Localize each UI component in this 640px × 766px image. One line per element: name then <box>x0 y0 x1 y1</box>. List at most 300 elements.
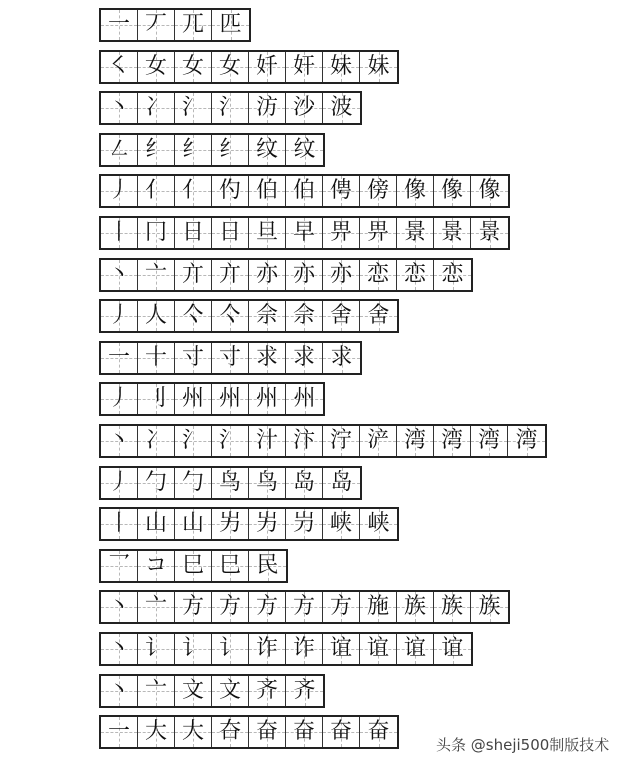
stroke-glyph: 氵 <box>181 428 204 453</box>
grid-cell <box>323 468 360 498</box>
grid-cell <box>175 634 212 664</box>
stroke-glyph: 峡 <box>367 511 390 536</box>
stroke-glyph: 巳 <box>181 553 204 578</box>
grid-cell <box>212 260 249 290</box>
grid-cell <box>249 301 286 331</box>
stroke-row <box>99 674 325 708</box>
grid-cell <box>101 176 138 206</box>
grid-cell <box>323 218 360 248</box>
grid-cell <box>101 551 138 581</box>
grid-cell <box>434 634 471 664</box>
stroke-glyph: 佘 <box>255 303 278 328</box>
grid-cell <box>397 176 434 206</box>
stroke-glyph: 亦 <box>292 262 315 287</box>
grid-cell <box>286 218 323 248</box>
grid-cell <box>212 384 249 414</box>
grid-cell <box>101 260 138 290</box>
stroke-glyph: 族 <box>403 594 426 619</box>
grid-cell <box>360 634 397 664</box>
grid-cell <box>360 52 397 82</box>
grid-cell <box>360 717 397 747</box>
grid-cell <box>138 384 175 414</box>
grid-cell <box>323 176 360 206</box>
stroke-glyph: 亦 <box>255 262 278 287</box>
grid-cell <box>138 634 175 664</box>
grid-cell <box>286 509 323 539</box>
stroke-glyph: 齐 <box>255 678 278 703</box>
stroke-glyph: 谊 <box>441 636 464 661</box>
stroke-glyph: 女 <box>181 54 204 79</box>
grid-cell <box>323 93 360 123</box>
grid-cell <box>101 384 138 414</box>
stroke-glyph: 亠 <box>144 262 167 287</box>
grid-cell <box>101 135 138 165</box>
grid-cell <box>434 218 471 248</box>
grid-cell <box>286 717 323 747</box>
grid-cell <box>101 218 138 248</box>
stroke-row <box>99 299 399 333</box>
stroke-glyph: 湾 <box>477 428 500 453</box>
grid-cell <box>508 426 545 456</box>
stroke-glyph: 奋 <box>255 719 278 744</box>
stroke-glyph: 纹 <box>293 137 316 162</box>
stroke-glyph: 亠 <box>144 594 167 619</box>
grid-cell <box>360 426 397 456</box>
grid-cell <box>323 592 360 622</box>
grid-cell <box>138 343 175 373</box>
grid-cell <box>175 301 212 331</box>
stroke-glyph: 丶 <box>107 95 130 120</box>
grid-cell <box>138 676 175 706</box>
grid-cell <box>212 301 249 331</box>
grid-cell <box>212 717 249 747</box>
grid-cell <box>212 592 249 622</box>
stroke-glyph: 纟 <box>218 137 241 162</box>
grid-cell <box>101 93 138 123</box>
stroke-glyph: 方 <box>329 594 352 619</box>
grid-cell <box>101 717 138 747</box>
stroke-glyph: 文 <box>218 678 241 703</box>
stroke-row <box>99 590 510 624</box>
grid-cell <box>249 218 286 248</box>
stroke-glyph: 文 <box>181 678 204 703</box>
grid-cell <box>212 135 249 165</box>
stroke-glyph: 傍 <box>366 178 389 203</box>
grid-cell <box>175 509 212 539</box>
stroke-glyph: 亣 <box>218 262 241 287</box>
stroke-glyph: 刂 <box>144 386 167 411</box>
grid-cell <box>212 93 249 123</box>
stroke-row <box>99 382 325 416</box>
grid-cell <box>323 260 360 290</box>
stroke-glyph: 恋 <box>441 262 464 287</box>
stroke-glyph: 丶 <box>107 428 130 453</box>
stroke-glyph: 匹 <box>219 12 242 37</box>
stroke-glyph: 像 <box>403 178 426 203</box>
stroke-glyph: 冂 <box>144 220 167 245</box>
grid-cell <box>138 301 175 331</box>
stroke-glyph: 丿 <box>107 303 130 328</box>
stroke-glyph: 齐 <box>293 678 316 703</box>
stroke-glyph: 亣 <box>181 262 204 287</box>
grid-cell <box>434 426 471 456</box>
grid-cell <box>323 509 360 539</box>
grid-cell <box>249 176 286 206</box>
grid-cell <box>175 468 212 498</box>
stroke-glyph: 巳 <box>218 553 241 578</box>
stroke-glyph: 亽 <box>218 303 241 328</box>
stroke-glyph: 讠 <box>218 636 241 661</box>
stroke-row <box>99 216 510 250</box>
grid-cell <box>175 426 212 456</box>
grid-cell <box>434 592 471 622</box>
grid-cell <box>286 592 323 622</box>
grid-cell <box>249 260 286 290</box>
grid-cell <box>138 93 175 123</box>
stroke-glyph: 方 <box>181 594 204 619</box>
stroke-glyph: 州 <box>255 386 278 411</box>
grid-cell <box>249 634 286 664</box>
grid-cell <box>101 52 138 82</box>
grid-cell <box>101 301 138 331</box>
grid-cell <box>175 343 212 373</box>
stroke-glyph: 寸 <box>181 345 204 370</box>
stroke-glyph: 畀 <box>366 220 389 245</box>
stroke-glyph: 景 <box>478 220 501 245</box>
stroke-row <box>99 549 288 583</box>
stroke-glyph: 屴 <box>218 511 241 536</box>
stroke-glyph: 求 <box>292 345 315 370</box>
grid-cell <box>175 52 212 82</box>
stroke-glyph: 汴 <box>292 428 315 453</box>
grid-cell <box>249 717 286 747</box>
stroke-glyph: 丿 <box>107 386 130 411</box>
stroke-glyph: 勹 <box>181 470 204 495</box>
grid-cell <box>175 551 212 581</box>
grid-cell <box>175 218 212 248</box>
stroke-glyph: 亻 <box>144 178 167 203</box>
stroke-glyph: 俜 <box>329 178 352 203</box>
stroke-row <box>99 715 399 749</box>
grid-cell <box>434 176 471 206</box>
grid-cell <box>138 52 175 82</box>
grid-cell <box>323 301 360 331</box>
stroke-glyph: 日 <box>181 220 204 245</box>
grid-cell <box>212 10 249 40</box>
grid-cell <box>212 676 249 706</box>
stroke-glyph: 纟 <box>181 137 204 162</box>
stroke-glyph: 泞 <box>329 428 352 453</box>
stroke-glyph: 冫 <box>144 428 167 453</box>
grid-cell <box>175 176 212 206</box>
grid-cell <box>397 218 434 248</box>
stroke-glyph: 大 <box>144 719 167 744</box>
grid-cell <box>101 10 138 40</box>
grid-cell <box>101 634 138 664</box>
grid-cell <box>101 343 138 373</box>
grid-cell <box>138 551 175 581</box>
grid-cell <box>397 634 434 664</box>
stroke-glyph: 丨 <box>107 511 130 536</box>
grid-cell <box>286 676 323 706</box>
stroke-glyph: 恋 <box>403 262 426 287</box>
stroke-glyph: 丿 <box>107 178 130 203</box>
stroke-glyph: 方 <box>218 594 241 619</box>
grid-cell <box>101 676 138 706</box>
grid-cell <box>286 176 323 206</box>
grid-cell <box>286 384 323 414</box>
stroke-row <box>99 50 399 84</box>
grid-cell <box>138 135 175 165</box>
stroke-glyph: 伯 <box>292 178 315 203</box>
stroke-glyph: 像 <box>440 178 463 203</box>
stroke-glyph: 丿 <box>107 470 130 495</box>
grid-cell <box>323 52 360 82</box>
stroke-glyph: 氵 <box>181 95 204 120</box>
grid-cell <box>212 426 249 456</box>
stroke-glyph: 一 <box>107 719 130 744</box>
stroke-glyph: 州 <box>181 386 204 411</box>
stroke-glyph: 奋 <box>329 719 352 744</box>
grid-cell <box>249 135 286 165</box>
stroke-glyph: 诈 <box>292 636 315 661</box>
grid-cell <box>471 592 508 622</box>
grid-cell <box>138 176 175 206</box>
stroke-glyph: 山 <box>144 511 167 536</box>
grid-cell <box>249 468 286 498</box>
grid-cell <box>471 426 508 456</box>
stroke-row <box>99 133 325 167</box>
grid-cell <box>175 10 212 40</box>
stroke-glyph: 大 <box>181 719 204 744</box>
grid-cell <box>286 343 323 373</box>
stroke-row <box>99 424 547 458</box>
stroke-glyph: 景 <box>403 220 426 245</box>
grid-cell <box>323 634 360 664</box>
stroke-glyph: 浐 <box>366 428 389 453</box>
stroke-glyph: 汁 <box>255 428 278 453</box>
grid-cell <box>138 468 175 498</box>
stroke-glyph: 氵 <box>218 428 241 453</box>
grid-cell <box>175 592 212 622</box>
stroke-glyph: 方 <box>292 594 315 619</box>
stroke-glyph: 沙 <box>292 95 315 120</box>
stroke-row <box>99 341 362 375</box>
stroke-glyph: 波 <box>330 95 353 120</box>
stroke-row <box>99 174 510 208</box>
stroke-glyph: 女 <box>218 54 241 79</box>
stroke-glyph: 冫 <box>144 95 167 120</box>
grid-cell <box>397 260 434 290</box>
grid-cell <box>138 260 175 290</box>
stroke-glyph: 勹 <box>144 470 167 495</box>
stroke-glyph: 旦 <box>255 220 278 245</box>
grid-cell <box>212 551 249 581</box>
stroke-glyph: 恋 <box>366 262 389 287</box>
stroke-glyph: 畀 <box>329 220 352 245</box>
grid-cell <box>175 135 212 165</box>
grid-cell <box>397 592 434 622</box>
stroke-glyph: 仢 <box>218 178 241 203</box>
grid-cell <box>286 301 323 331</box>
stroke-glyph: 寸 <box>218 345 241 370</box>
stroke-glyph: 讠 <box>144 636 167 661</box>
stroke-row <box>99 632 473 666</box>
grid-cell <box>175 676 212 706</box>
stroke-glyph: 方 <box>255 594 278 619</box>
grid-cell <box>249 509 286 539</box>
stroke-glyph: 湾 <box>403 428 426 453</box>
grid-cell <box>286 93 323 123</box>
stroke-glyph: 亽 <box>181 303 204 328</box>
stroke-glyph: 族 <box>440 594 463 619</box>
grid-cell <box>212 343 249 373</box>
stroke-glyph: 奸 <box>292 54 315 79</box>
stroke-glyph: 氵 <box>218 95 241 120</box>
stroke-glyph: 岛 <box>330 470 353 495</box>
stroke-glyph: 亻 <box>181 178 204 203</box>
grid-cell <box>360 176 397 206</box>
stroke-glyph: 亦 <box>329 262 352 287</box>
stroke-glyph: 舍 <box>367 303 390 328</box>
stroke-glyph: 纟 <box>144 137 167 162</box>
grid-cell <box>323 343 360 373</box>
stroke-glyph: 湾 <box>515 428 538 453</box>
stroke-glyph: 丶 <box>107 594 130 619</box>
grid-cell <box>471 176 508 206</box>
stroke-glyph: 州 <box>218 386 241 411</box>
stroke-row <box>99 507 399 541</box>
stroke-glyph: 民 <box>256 553 279 578</box>
grid-cell <box>286 52 323 82</box>
grid-cell <box>175 384 212 414</box>
stroke-glyph: 奷 <box>255 54 278 79</box>
stroke-glyph: 景 <box>440 220 463 245</box>
grid-cell <box>249 426 286 456</box>
stroke-glyph: 峡 <box>329 511 352 536</box>
grid-cell <box>249 52 286 82</box>
stroke-glyph: 族 <box>478 594 501 619</box>
watermark-text: 头条 @sheji500制版技术 <box>436 736 610 754</box>
grid-cell <box>286 426 323 456</box>
stroke-glyph: 丶 <box>107 678 130 703</box>
grid-cell <box>286 634 323 664</box>
stroke-glyph: 屴 <box>255 511 278 536</box>
stroke-glyph: 谊 <box>366 636 389 661</box>
grid-cell <box>249 343 286 373</box>
grid-cell <box>212 176 249 206</box>
grid-cell <box>138 426 175 456</box>
stroke-glyph: 纹 <box>255 137 278 162</box>
stroke-glyph: 丨 <box>107 220 130 245</box>
stroke-glyph: 谊 <box>329 636 352 661</box>
grid-cell <box>249 384 286 414</box>
stroke-glyph: 兀 <box>181 12 204 37</box>
stroke-glyph: 诈 <box>255 636 278 661</box>
grid-cell <box>212 52 249 82</box>
stroke-row <box>99 91 362 125</box>
stroke-glyph: 湾 <box>440 428 463 453</box>
grid-cell <box>286 135 323 165</box>
stroke-glyph: 州 <box>293 386 316 411</box>
stroke-glyph: 求 <box>330 345 353 370</box>
stroke-glyph: 女 <box>144 54 167 79</box>
stroke-glyph: 丶 <box>107 636 130 661</box>
grid-cell <box>249 551 286 581</box>
grid-cell <box>434 260 471 290</box>
stroke-glyph: 早 <box>292 220 315 245</box>
stroke-glyph: 夻 <box>218 719 241 744</box>
grid-cell <box>138 592 175 622</box>
grid-cell <box>249 93 286 123</box>
grid-cell <box>101 509 138 539</box>
grid-cell <box>138 717 175 747</box>
grid-cell <box>101 468 138 498</box>
stroke-glyph: 一 <box>107 12 130 37</box>
stroke-glyph: コ <box>144 553 167 578</box>
grid-cell <box>138 10 175 40</box>
grid-cell <box>360 218 397 248</box>
stroke-glyph: ㇜ <box>107 137 130 162</box>
stroke-glyph: 丶 <box>107 262 130 287</box>
stroke-glyph: 妹 <box>329 54 352 79</box>
grid-cell <box>101 592 138 622</box>
grid-cell <box>101 426 138 456</box>
grid-cell <box>360 301 397 331</box>
stroke-glyph: 岛 <box>292 470 315 495</box>
stroke-glyph: 讠 <box>181 636 204 661</box>
grid-cell <box>212 218 249 248</box>
stroke-glyph: 佘 <box>292 303 315 328</box>
stroke-glyph: 十 <box>144 345 167 370</box>
grid-cell <box>471 218 508 248</box>
stroke-glyph: 奋 <box>292 719 315 744</box>
stroke-glyph: 鸟 <box>218 470 241 495</box>
stroke-glyph: 妹 <box>367 54 390 79</box>
stroke-glyph: 日 <box>218 220 241 245</box>
stroke-glyph: 人 <box>144 303 167 328</box>
stroke-row <box>99 8 251 42</box>
grid-cell <box>175 93 212 123</box>
grid-cell <box>138 218 175 248</box>
grid-cell <box>249 676 286 706</box>
stroke-glyph: 求 <box>255 345 278 370</box>
grid-cell <box>249 592 286 622</box>
grid-cell <box>323 717 360 747</box>
grid-cell <box>360 592 397 622</box>
stroke-glyph: 乛 <box>107 553 130 578</box>
stroke-glyph: 丆 <box>144 12 167 37</box>
stroke-glyph: 舍 <box>329 303 352 328</box>
grid-cell <box>212 634 249 664</box>
grid-cell <box>212 468 249 498</box>
stroke-glyph: 谊 <box>403 636 426 661</box>
stroke-glyph: 一 <box>107 345 130 370</box>
stroke-glyph: 亠 <box>144 678 167 703</box>
stroke-glyph: 屶 <box>292 511 315 536</box>
grid-cell <box>286 260 323 290</box>
stroke-glyph: 汸 <box>255 95 278 120</box>
stroke-glyph: 伯 <box>255 178 278 203</box>
grid-cell <box>323 426 360 456</box>
stroke-glyph: 像 <box>478 178 501 203</box>
stroke-glyph: 施 <box>366 594 389 619</box>
grid-cell <box>286 468 323 498</box>
grid-cell <box>360 509 397 539</box>
stroke-row <box>99 466 362 500</box>
stroke-glyph: ㇛ <box>107 54 130 79</box>
stroke-glyph: 山 <box>181 511 204 536</box>
